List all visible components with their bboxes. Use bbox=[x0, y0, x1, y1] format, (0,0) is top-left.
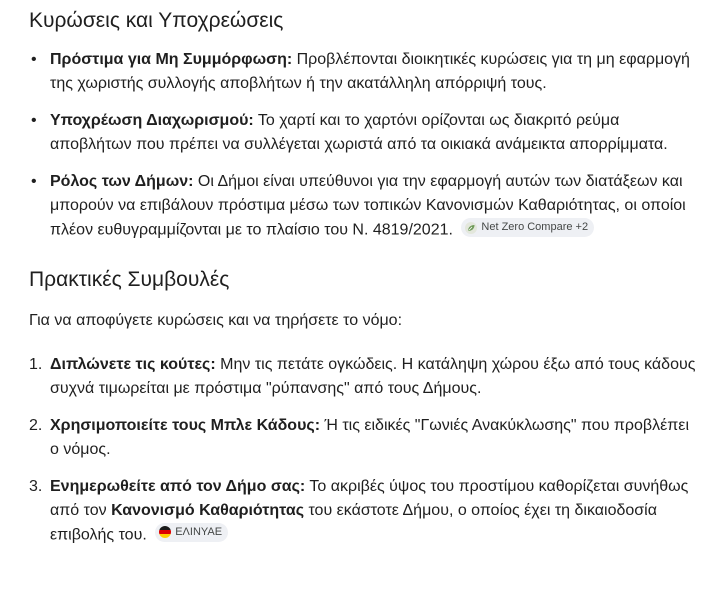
germany-flag-icon bbox=[159, 526, 171, 538]
section-heading-sanctions: Κυρώσεις και Υποχρεώσεις bbox=[29, 9, 284, 32]
source-chip-label: ΕΛΙΝΥΑΕ bbox=[175, 525, 223, 538]
bullet-icon: • bbox=[31, 112, 37, 129]
item-text: Ή τις ειδικές "Γωνιές Ανακύκλωσης" που προβλέπει ο νόμος. bbox=[50, 416, 689, 458]
sanctions-list bbox=[29, 48, 697, 243]
list-item bbox=[29, 353, 697, 401]
item-text: Προβλέπονται διοικητικές κυρώσεις για τη μη εφαρμογή της χωριστής συλλογής αποβλήτων ή την ακατάλληλη απόρριψή τους. bbox=[50, 51, 690, 92]
item-title: Διπλώνετε τις κούτες: bbox=[50, 355, 216, 373]
list-item bbox=[29, 475, 697, 548]
list-item bbox=[29, 48, 697, 96]
item-text: Το ακριβές ύψος του προστίμου καθορίζεται συνήθως από τον bbox=[50, 477, 689, 519]
intro-text: Για να αποφύγετε κυρώσεις και να τηρήσετε το νόμο: bbox=[29, 311, 403, 329]
item-title: Ρόλος των Δήμων: bbox=[50, 173, 194, 190]
leaf-icon bbox=[465, 222, 477, 234]
list-item bbox=[29, 170, 697, 243]
list-number: 1. bbox=[29, 355, 43, 373]
section-heading-practical-tips: Πρακτικές Συμβουλές bbox=[29, 267, 230, 291]
item-text: Το χαρτί και το χαρτόνι ορίζονται ως διακριτό ρεύμα αποβλήτων που πρέπει να συλλέγεται χωριστά από τα οικιακά ανάμεικτα απορρίμματα. bbox=[50, 112, 668, 153]
item-text-continued: του εκάστοτε Δήμου, ο οποίος έχει τη δικαιοδοσία επιβολής του. bbox=[50, 501, 657, 543]
item-text: Οι Δήμοι είναι υπεύθυνοι για την εφαρμογή αυτών των διατάξεων και μπορούν να επιβάλουν πρόστιμα μέσω των τοπικών Κανονισμών Καθαριότητας, οι οποίοι πλέον ευθυγραμμίζονται με το πλαίσιο του Ν. 4819/2021. bbox=[50, 173, 686, 239]
source-chip-label: Net Zero Compare +2 bbox=[481, 221, 589, 233]
item-title: Χρησιμοποιείτε τους Μπλε Κάδους: bbox=[50, 416, 321, 434]
item-title: Πρόστιμα για Μη Συμμόρφωση: bbox=[50, 51, 293, 68]
source-chip-elinyae[interactable] bbox=[155, 523, 228, 542]
bullet-icon: • bbox=[31, 173, 37, 190]
tips-list bbox=[29, 353, 697, 548]
item-title: Υποχρέωση Διαχωρισμού: bbox=[50, 112, 254, 129]
list-item bbox=[29, 414, 697, 462]
bullet-icon: • bbox=[31, 51, 37, 68]
item-emphasis: Κανονισμό Καθαριότητας bbox=[111, 501, 305, 519]
list-item bbox=[29, 109, 697, 157]
list-number: 2. bbox=[29, 416, 43, 434]
source-chip-net-zero-compare[interactable] bbox=[461, 218, 594, 237]
list-number: 3. bbox=[29, 477, 43, 495]
item-title: Ενημερωθείτε από τον Δήμο σας: bbox=[50, 477, 306, 495]
item-text: Μην τις πετάτε ογκώδεις. Η κατάληψη χώρου έξω από τους κάδους συχνά τιμωρείται με πρόστιμα "ρύπανσης" από τους Δήμους. bbox=[50, 355, 696, 397]
